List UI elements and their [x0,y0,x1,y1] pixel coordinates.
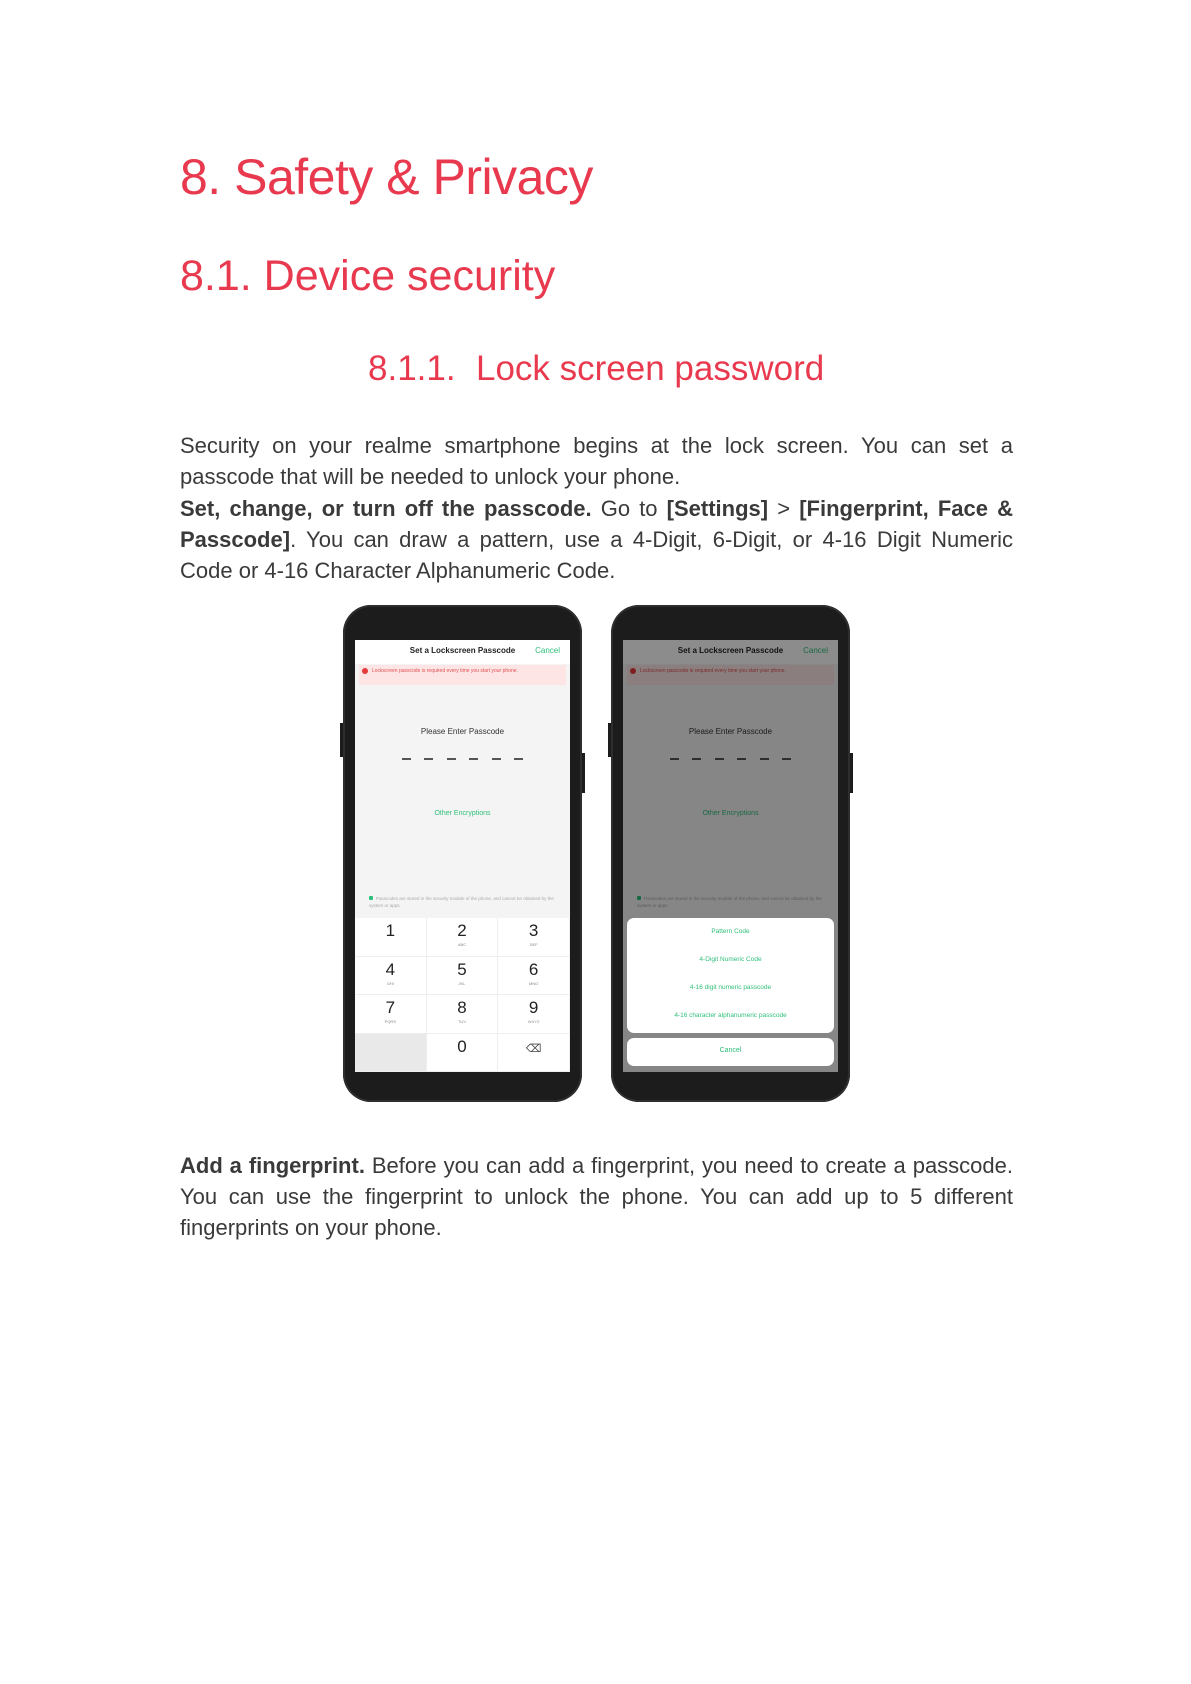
warning-icon [362,668,368,674]
passcode-screen [355,640,570,1072]
other-encryptions-link[interactable]: Other Encryptions [702,810,759,817]
option-alphanumeric[interactable]: 4-16 character alphanumeric passcode [674,1012,787,1019]
warning-banner [359,665,566,685]
option-pattern-code[interactable]: Pattern Code [711,928,750,935]
key-7[interactable] [355,995,427,1034]
volume-button [608,723,611,757]
phone-mockup-encryptions [611,605,850,1102]
phone-mockup-passcode [343,605,582,1102]
key-letters: DEF [529,942,538,947]
fingerprint-paragraph [180,1150,1013,1243]
passcode-prompt: Please Enter Passcode [420,727,505,736]
volume-button [340,723,343,757]
warning-text: Lockscreen passcode is required every time you start your phone. [372,668,518,674]
key-8[interactable] [427,995,499,1034]
fingerprint-lead: Add a fingerprint. [180,1153,365,1178]
key-letters: WXYZ [527,1019,540,1024]
key-digit: 2 [457,921,467,940]
security-note-text: Passcodes are stored in the security module of the phone, and cannot be obtained by the system or apps. [369,896,554,908]
shield-icon [369,896,373,900]
key-3[interactable] [498,918,570,957]
cancel-link[interactable]: Cancel [803,646,828,655]
sheet-cancel-label: Cancel [719,1047,742,1054]
security-note-text: Passcodes are stored in the security module of the phone, and cannot be obtained by the system or apps. [637,896,822,908]
settings-path: [Settings] [666,496,769,521]
key-5[interactable] [427,957,499,996]
passcode-paragraph [180,493,1013,586]
passcode-prompt: Please Enter Passcode [688,727,773,736]
passcode-text-a: Go to [591,496,667,521]
key-letters: MNO [528,980,539,986]
key-digit: 3 [528,921,539,940]
key-letters: TUV [457,1019,466,1024]
cancel-link[interactable]: Cancel [535,646,560,655]
section-heading: 8.1. Device security [180,252,556,300]
passcode-text-b: > [768,496,800,521]
warning-text: Lockscreen passcode is required every time you start your phone. [640,668,786,674]
option-4-digit[interactable]: 4-Digit Numeric Code [699,956,762,963]
encryption-options-sheet [627,918,834,1033]
screen-title: Set a Lockscreen Passcode [409,646,516,655]
backspace-icon: ⌫ [525,1042,542,1055]
intro-paragraph: Security on your realme smartphone begins at the lock screen. You can set a passcode that will be needed to unlock your phone. [180,433,1013,489]
sheet-cancel-button[interactable] [627,1038,834,1066]
passcode-lead: Set, change, or turn off the passcode. [180,496,592,521]
option-4-16-digit[interactable]: 4-16 digit numeric passcode [689,984,772,991]
power-button [582,753,585,793]
key-0[interactable] [427,1034,499,1073]
key-digit: 6 [528,959,539,979]
key-1[interactable] [355,918,427,957]
passcode-digit-slots [402,758,523,760]
fingerprint-text: Before you can add a fingerprint, you need to create a passcode. You can use the fingerprint to unlock the phone. You can add up to 5 different fingerprints on your phone. [180,1153,1013,1240]
fingerprint-path: [Fingerprint, Face & Passcode] [180,496,1013,552]
chapter-heading: 8. Safety & Privacy [180,149,593,205]
key-6[interactable] [498,957,570,996]
key-digit: 1 [385,921,396,940]
key-letters: JKL [458,980,466,986]
screen-title: Set a Lockscreen Passcode [677,646,784,655]
power-button [850,753,853,793]
key-delete[interactable] [498,1034,570,1073]
passcode-text-c: . You can draw a pattern, use a 4-Digit, 6-Digit, or 4-16 Digit Numeric Code or 4-16 Character Alphanumeric Code. [180,527,1013,583]
subsection-number: 8.1.1. [368,349,456,388]
key-letters: GHI [386,980,394,986]
key-9[interactable] [498,995,570,1034]
key-letters: PQRS [384,1019,396,1024]
other-encryptions-link[interactable]: Other Encryptions [434,810,491,817]
security-note [369,895,559,909]
key-digit: 4 [385,959,396,979]
numeric-keypad [355,918,570,1072]
key-blank [355,1034,427,1073]
screen-titlebar [355,640,570,664]
subsection-heading [368,349,824,389]
key-digit: 5 [457,959,467,979]
key-2[interactable] [427,918,499,957]
key-digit: 9 [528,998,539,1017]
key-4[interactable] [355,957,427,996]
encryption-screen [623,640,838,1072]
key-digit: 0 [457,1036,467,1056]
key-digit: 7 [385,998,396,1017]
key-letters: ABC [457,942,467,947]
key-digit: 8 [457,998,467,1017]
subsection-title: Lock screen password [476,349,825,388]
